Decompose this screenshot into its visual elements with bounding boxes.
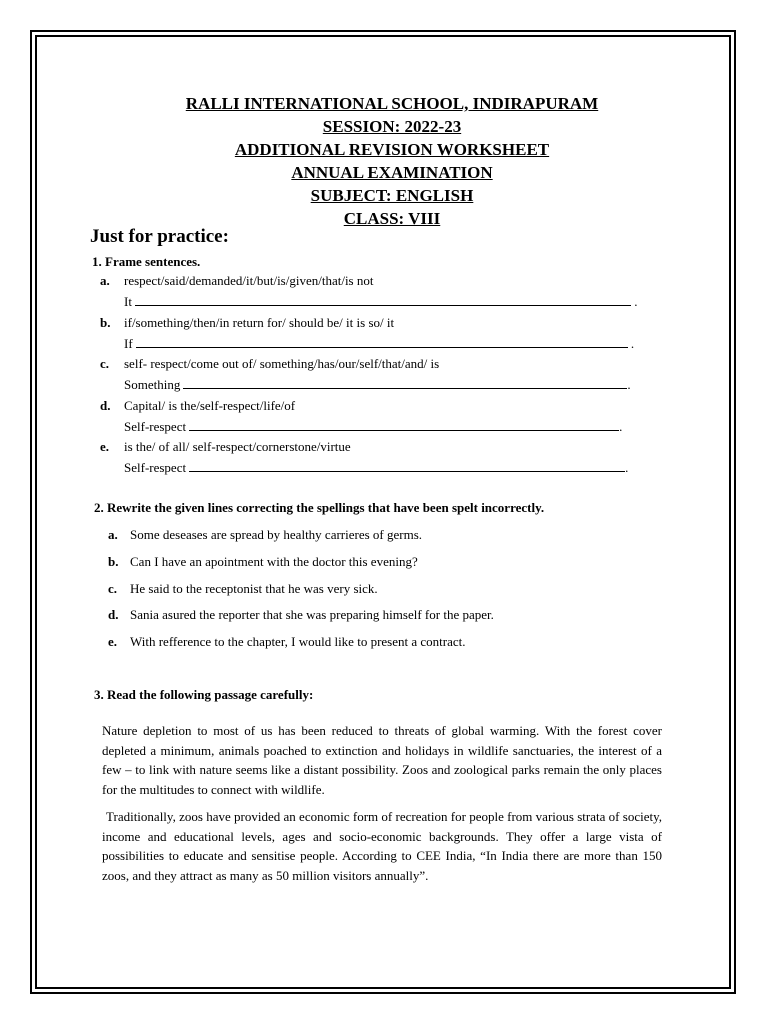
item-letter: e.: [108, 634, 118, 649]
q1-heading: 1. Frame sentences.: [92, 254, 201, 269]
session: SESSION: 2022-23: [322, 117, 462, 136]
item-letter: d.: [100, 398, 111, 413]
item-text: Can I have an apointment with the doctor this evening?: [130, 554, 418, 569]
passage-paragraph-1: Nature depletion to most of us has been reduced to threats of global warming. With the forest cover depleted a minimum, animals poached to extinction and holidays in wildlife sanctuaries, the interest of a few – to link with nature seems like a distant possibility. Zoos and zoological parks remain the only places for the multitudes to connect with wildlife.: [102, 723, 662, 797]
answer-prefix: It: [124, 294, 132, 309]
answer-blank[interactable]: [183, 374, 627, 389]
item-letter: c.: [108, 581, 118, 596]
answer-blank[interactable]: [136, 333, 628, 348]
q2-heading: 2. Rewrite the given lines correcting the spellings that have been spelt incorrectly.: [94, 500, 545, 515]
q3-heading: 3. Read the following passage carefully:: [94, 687, 314, 702]
item-prompt: respect/said/demanded/it/but/is/given/that/is not: [124, 273, 374, 288]
passage-paragraph-2: Traditionally, zoos have provided an economic form of recreation for people from various strata of society, income and educational levels, ages and socio-economic backgrounds. They offer a large vista of possibilities to educate and sensitise people. According to CEE India, “In India there are more than 150 zoos, and they attract as many as 50 million visitors annually”.: [102, 809, 662, 883]
item-text: Sania asured the reporter that she was preparing himself for the paper.: [130, 607, 494, 622]
item-letter: b.: [108, 554, 119, 569]
item-letter: d.: [108, 607, 119, 622]
answer-prefix: Self-respect: [124, 419, 187, 434]
item-prompt: Capital/ is the/self-respect/life/of: [124, 398, 296, 413]
item-text: Some deseases are spread by healthy carrieres of germs.: [130, 527, 423, 542]
answer-end: .: [627, 377, 631, 392]
item-letter: e.: [100, 439, 110, 454]
item-prompt: is the/ of all/ self-respect/cornerstone/virtue: [124, 439, 351, 454]
item-letter: a.: [100, 273, 110, 288]
class: CLASS: VIII: [343, 209, 441, 228]
answer-blank[interactable]: [189, 457, 625, 472]
item-letter: b.: [100, 315, 111, 330]
worksheet-header: [0, 92, 768, 230]
subject: SUBJECT: ENGLISH: [310, 186, 474, 205]
answer-prefix: Self-respect: [124, 460, 187, 475]
item-prompt: self- respect/come out of/ something/has/our/self/that/and/ is: [124, 356, 440, 371]
school-name: RALLI INTERNATIONAL SCHOOL, INDIRAPURAM: [185, 94, 599, 113]
answer-prefix: If: [124, 336, 133, 351]
answer-blank[interactable]: [135, 291, 631, 306]
answer-end: .: [634, 294, 638, 309]
answer-end: .: [625, 460, 629, 475]
exam-title: ANNUAL EXAMINATION: [291, 163, 493, 182]
item-letter: c.: [100, 356, 110, 371]
practice-title: Just for practice:: [90, 226, 229, 247]
answer-blank[interactable]: [189, 416, 619, 431]
answer-prefix: Something: [124, 377, 181, 392]
item-text: He said to the receptonist that he was very sick.: [130, 581, 378, 596]
answer-end: .: [630, 336, 635, 351]
item-letter: a.: [108, 527, 118, 542]
worksheet-title: ADDITIONAL REVISION WORKSHEET: [234, 140, 550, 159]
item-text: With refference to the chapter, I would like to present a contract.: [130, 634, 466, 649]
answer-end: .: [619, 419, 623, 434]
item-prompt: if/something/then/in return for/ should be/ it is so/ it: [124, 315, 395, 330]
